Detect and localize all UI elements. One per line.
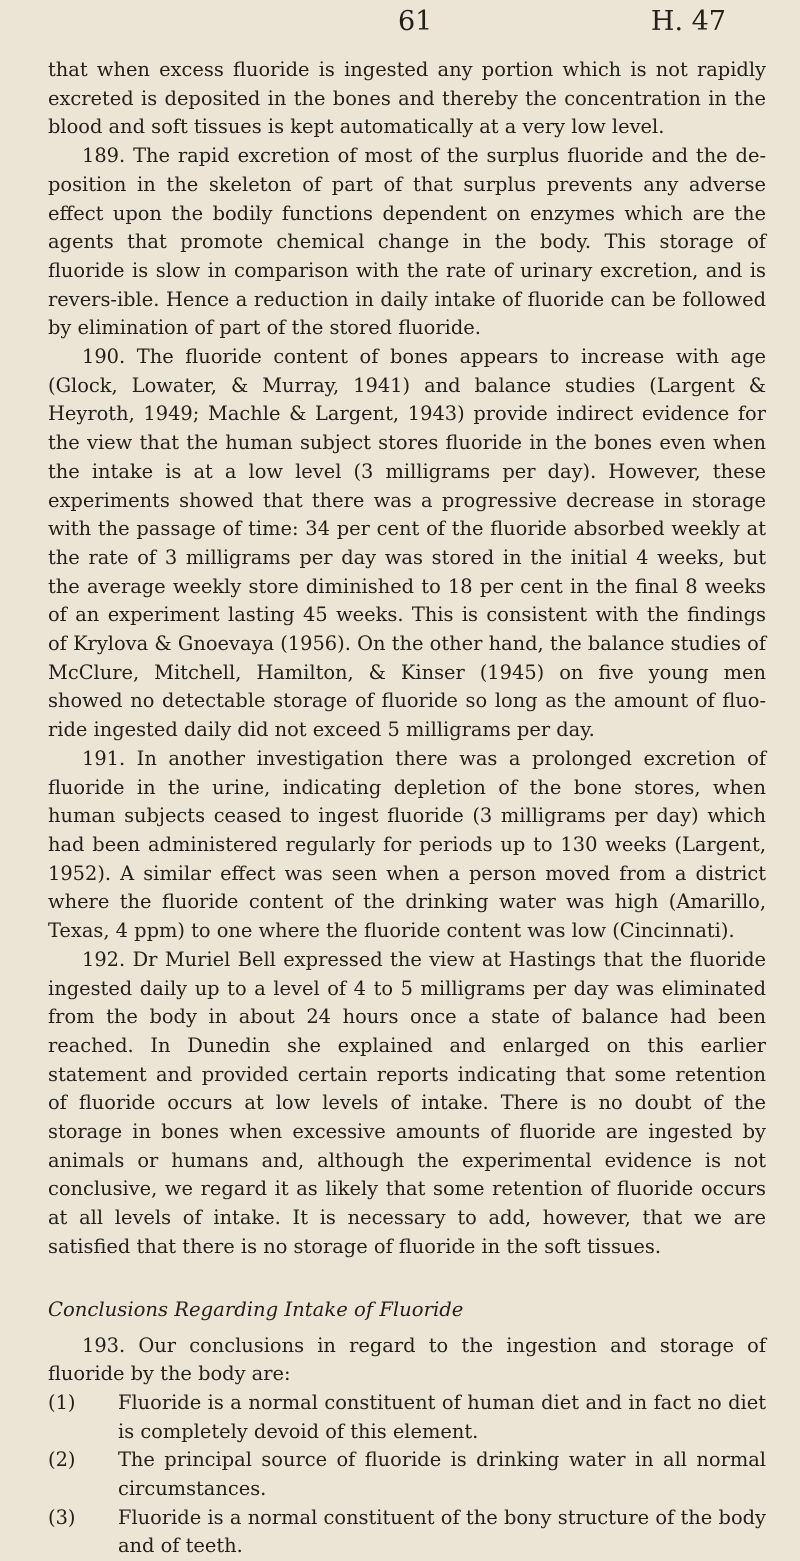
list-item-marker: (3)	[48, 1505, 76, 1529]
page-number: 61	[398, 6, 433, 37]
paragraph-191: 191. In another investigation there was a prolonged excretion of fluoride in the urine, indicating depletion of the bone stores, when human subjects ceased to ingest fluoride (3 milligrams per day) which had been administered regularly for periods up to 130 weeks (Largent, 1952). A similar effect was seen when a person moved from a district where the fluoride content of the drinking water was high (Amarillo, Texas, 4 ppm) to one where the fluoride content was low (Cincinnati).	[48, 746, 766, 943]
body-text	[48, 56, 766, 1561]
list-item	[48, 1389, 766, 1446]
list-item-text: Fluoride is a normal constituent of the bony structure of the body and of teeth.	[118, 1505, 766, 1558]
paragraph-190: 190. The fluoride content of bones appears to increase with age (Glock, Lowater, & Murray, 1941) and balance studies (Largent & Heyroth, 1949; Machle & Largent, 1943) provide indirect evidence for the view that the human subject stores fluoride in the bones even when the intake is at a low level (3 milligrams per day). However, these experiments showed that there was a progressive decrease in storage with the passage of time: 34 per cent of the fluoride absorbed weekly at the rate of 3 milligrams per day was stored in the initial 4 weeks, but the average weekly store diminished to 18 per cent in the final 8 weeks of an experiment lasting 45 weeks. This is consistent with the findings of Krylova & Gnoevaya (1956). On the other hand, the balance studies of McClure, Mitchell, Hamilton, & Kinser (1945) on five young men showed no detectable storage of fluoride so long as the amount of fluo-ride ingested daily did not exceed 5 milligrams per day.	[48, 345, 766, 742]
list-item-marker: (1)	[48, 1390, 76, 1414]
paragraph-192: 192. Dr Muriel Bell expressed the view at Hastings that the fluoride ingested daily up to a level of 4 to 5 milligrams per day was eliminated from the body in about 24 hours once a state of balance had been reached. In Dunedin she explained and enlarged on this earlier statement and provided certain reports indicating that some retention of fluoride occurs at low levels of intake. There is no doubt of the storage in bones when excessive amounts of fluoride are ingested by animals or humans and, although the experimental evidence is not conclusive, we regard it as likely that some retention of fluoride occurs at all levels of intake. It is necessary to add, however, that we are satisfied that there is no storage of fluoride in the soft tissues.	[48, 947, 766, 1258]
paragraph-193: 193. Our conclusions in regard to the ingestion and storage of fluoride by the body are:	[48, 1333, 766, 1386]
page-header	[48, 0, 766, 56]
list-item-text: Fluoride is a normal constituent of human diet and in fact no diet is completely devoid of this element.	[118, 1390, 766, 1443]
section-heading: Conclusions Regarding Intake of Fluoride	[48, 1297, 464, 1321]
conclusions-list	[48, 1389, 766, 1561]
paragraph-189: 189. The rapid excretion of most of the surplus fluoride and the de-position in the skeleton of part of that surplus prevents any adverse effect upon the bodily functions dependent on enzymes which are the agents that promote chemical change in the body. This storage of fluoride is slow in comparison with the rate of urinary excretion, and is revers-ible. Hence a reduction in daily intake of fluoride can be followed by elimination of part of the stored fluoride.	[48, 144, 766, 340]
list-item-text: The principal source of fluoride is drinking water in all normal circumstances.	[118, 1448, 766, 1501]
list-item-marker: (2)	[48, 1448, 76, 1472]
list-item	[48, 1446, 766, 1503]
paragraph-continuation: that when excess fluoride is ingested any portion which is not rapidly excreted is deposited in the bones and thereby the concentration in the blood and soft tissues is kept automatically at a very low level.	[48, 58, 766, 139]
list-item	[48, 1504, 766, 1561]
report-reference: H. 47	[650, 6, 726, 37]
